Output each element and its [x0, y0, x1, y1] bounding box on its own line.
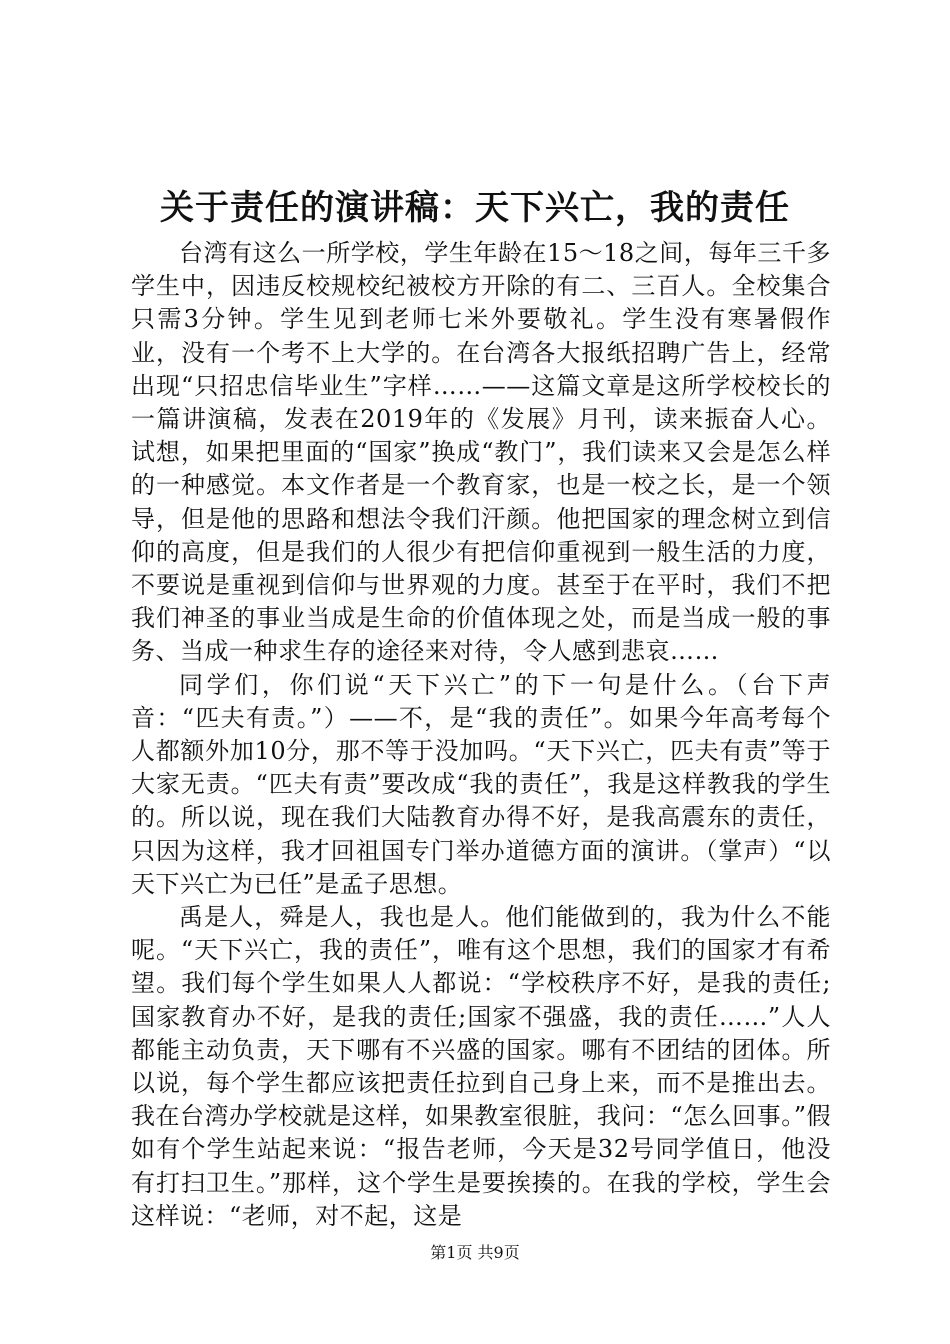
paragraph: 台湾有这么一所学校，学生年龄在15～18之间，每年三千多学生中，因违反校规校纪被校方开除的有二、三百人。全校集合只需3分钟。学生见到老师七米外要敬礼。学生没有寒暑假作业，没有一个考不上大学的。在台湾各大报纸招聘广告上，经常出现“只招忠信毕业生”字样……——这篇文章是这所学校校长的一篇讲演稿，发表在2019年的《发展》月刊，读来振奋人心。试想，如果把里面的“国家”换成“教门”，我们读来又会是怎么样的一种感觉。本文作者是一个教育家，也是一校之长，是一个领导，但是他的思路和想法令我们汗颜。他把国家的理念树立到信仰的高度，但是我们的人很少有把信仰重视到一般生活的力度，不要说是重视到信仰与世界观的力度。甚至于在平时，我们不把我们神圣的事业当成是生命的价值体现之处，而是当成一般的事务、当成一种求生存的途径来对待，令人感到悲哀…… [131, 239, 831, 666]
document-title: 关于责任的演讲稿：天下兴亡，我的责任 [160, 188, 790, 228]
paragraph: 禹是人，舜是人，我也是人。他们能做到的，我为什么不能呢。“天下兴亡，我的责任”，唯有这个思想，我们的国家才有希望。我们每个学生如果人人都说：“学校秩序不好，是我的责任;国家教育办不好，是我的责任;国家不强盛，我的责任……”人人都能主动负责，天下哪有不兴盛的国家。哪有不团结的团体。所以说，每个学生都应该把责任拉到自己身上来，而不是推出去。我在台湾办学校就是这样，如果教室很脏，我问：“怎么回事。”假如有个学生站起来说：“报告老师，今天是32号同学值日，他没有打扫卫生。”那样，这个学生是要挨揍的。在我的学校，学生会这样说：“老师，对不起，这是 [131, 903, 831, 1230]
document-body [131, 237, 831, 1233]
paragraph: 同学们，你们说“天下兴亡”的下一句是什么。（台下声音：“匹夫有责。”）——不，是“我的责任”。如果今年高考每个人都额外加10分，那不等于没加吗。“天下兴亡，匹夫有责”等于大家无责。“匹夫有责”要改成“我的责任”，我是这样教我的学生的。所以说，现在我们大陆教育办得不好，是我高震东的责任，只因为这样，我才回祖国专门举办道德方面的演讲。（掌声）“以天下兴亡为已任”是孟子思想。 [131, 670, 831, 898]
page-number-footer: 第1页 共9页 [430, 1243, 520, 1262]
